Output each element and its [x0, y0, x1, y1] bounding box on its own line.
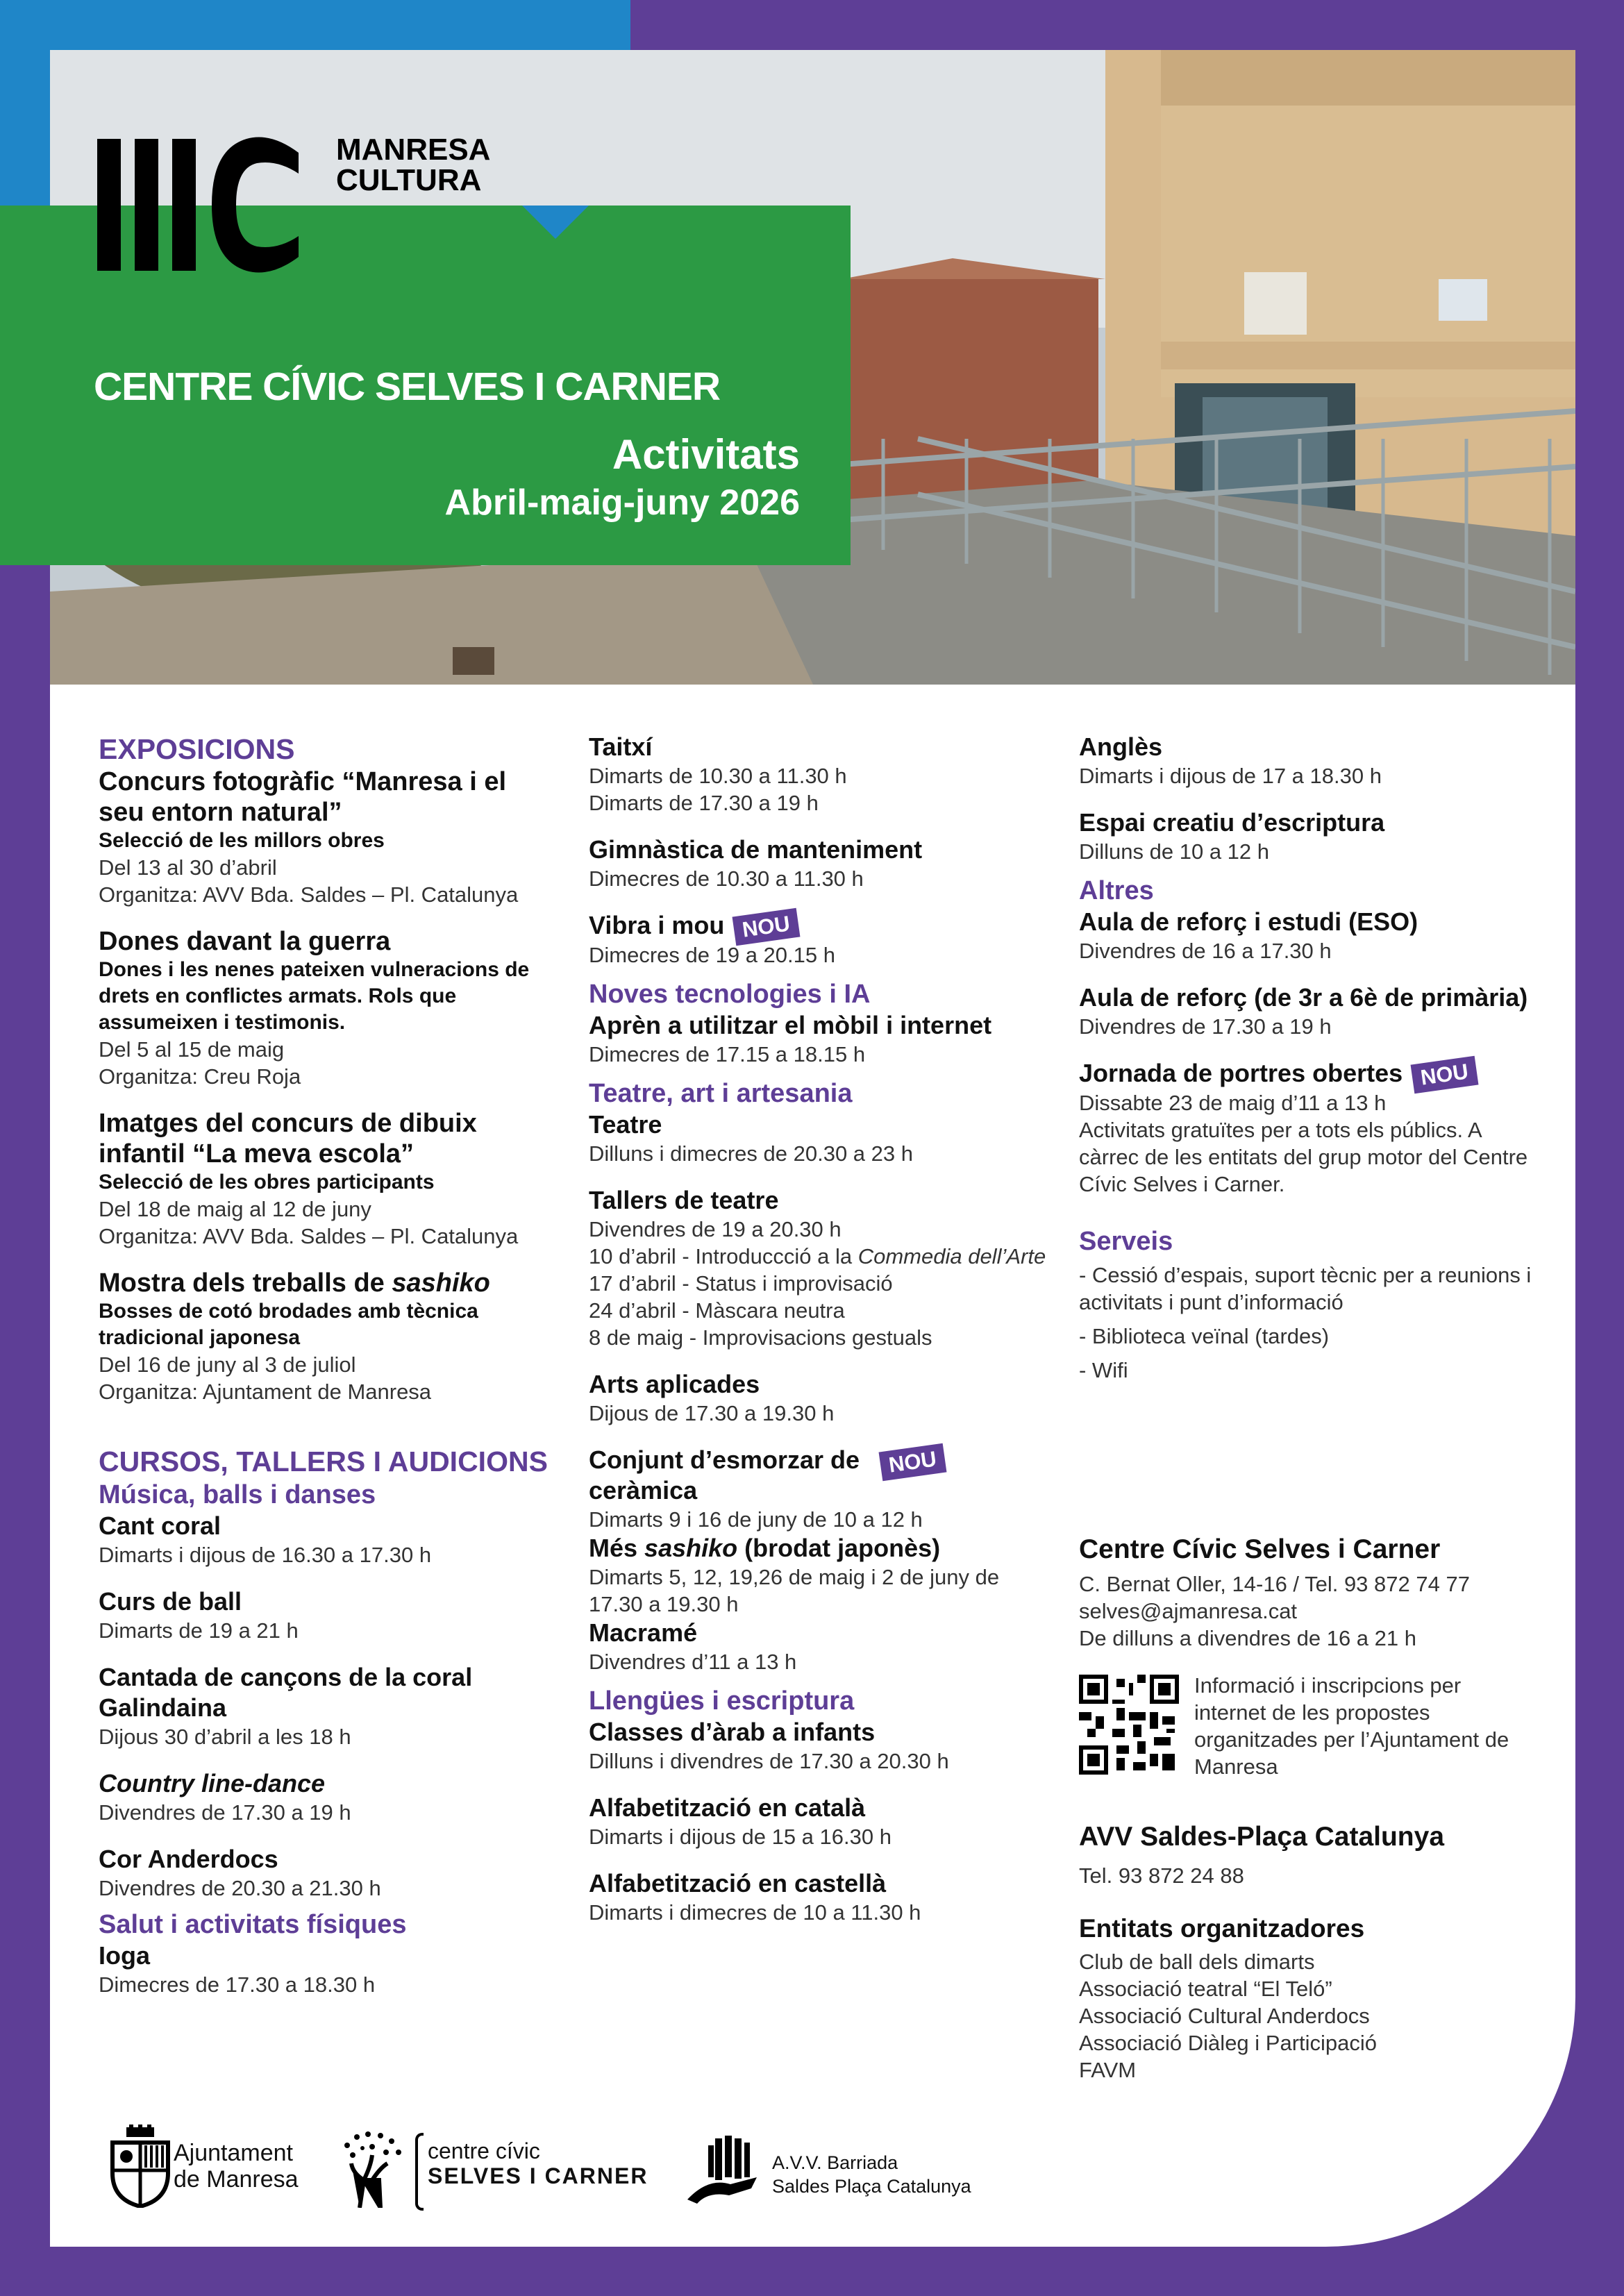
activity-title: Cantada de cançons de la coral Galindaina [99, 1663, 473, 1722]
activity-title: Macramé [589, 1618, 698, 1648]
organizer-item: Associació Diàleg i Participació [1079, 2031, 1378, 2055]
contact-title: Centre Cívic Selves i Carner [1079, 1534, 1441, 1564]
exhibit-title-text: Mostra dels treballs de [99, 1268, 392, 1298]
activity-title [1079, 1058, 1537, 1089]
contact-address: C. Bernat Oller, 14-16 / Tel. 93 872 74 77 [1079, 1572, 1470, 1596]
exhibit-subtitle: Dones i les nenes pateixen vulneracions de drets en conflictes armats. Rols que assumeixen i testimonis. [99, 958, 530, 1034]
workshop-session: 8 de maig - Improvisacions gestuals [589, 1325, 932, 1350]
mc-logo [97, 132, 312, 278]
avv-block [1079, 1820, 1551, 1889]
page-subtitle: Activitats [612, 431, 800, 478]
activity-time: Dijous 30 d’abril a les 18 h [99, 1725, 351, 1749]
organizers-title: Entitats organitzadores [1079, 1914, 1365, 1943]
activity-title-italic: sashiko [644, 1534, 738, 1563]
centre-line2: SELVES I CARNER [428, 2163, 648, 2188]
activity-time: Dimarts de 19 a 21 h [99, 1618, 299, 1643]
activity-title: Country line-dance [99, 1769, 326, 1798]
exhibit-title: Dones davant la guerra [99, 927, 391, 956]
column-2 [589, 732, 1047, 1926]
centre-civic-label [428, 2138, 648, 2188]
organizer-item: Associació Cultural Anderdocs [1079, 2004, 1370, 2028]
avv-line2: Saldes Plaça Catalunya [772, 2176, 971, 2197]
qr-info-text: Informació i inscripcions per internet de les propostes organitzades per l’Ajuntament de Manresa [1194, 1673, 1509, 1779]
avv-phone: Tel. 93 872 24 88 [1079, 1863, 1244, 1888]
page-title: CENTRE CÍVIC SELVES I CARNER [94, 364, 721, 409]
subsection-heading-teatre: Teatre, art i artesania [589, 1079, 853, 1109]
exhibit-organizer: Organitza: AVV Bda. Saldes – Pl. Catalunya [99, 882, 519, 907]
contact-email[interactable]: selves@ajmanresa.cat [1079, 1599, 1298, 1623]
new-badge: NOU [1411, 1056, 1479, 1094]
exhibit-title-italic: sashiko [392, 1268, 490, 1298]
workshop-session [589, 1243, 1047, 1270]
activity-title: Alfabetització en català [589, 1793, 866, 1822]
activity-title: Anglès [1079, 732, 1163, 761]
exhibit-subtitle: Selecció de les obres participants [99, 1171, 435, 1193]
activity-time: Divendres de 19 a 20.30 h [589, 1217, 842, 1242]
activity-time: Dimecres de 19 a 20.15 h [589, 943, 835, 968]
ajuntament-shield-icon [106, 2125, 175, 2208]
subsection-heading-salut: Salut i activitats físiques [99, 1910, 407, 1939]
activity-time: Dissabte 23 de maig d’11 a 13 h [1079, 1091, 1387, 1116]
exhibit-subtitle: Bosses de cotó brodades amb tècnica tradicional japonesa [99, 1300, 478, 1349]
activity-title: Tallers de teatre [589, 1186, 779, 1215]
ajuntament-line2: de Manresa [174, 2166, 299, 2193]
activity-time: Dimecres de 17.15 a 18.15 h [589, 1042, 866, 1067]
subsection-heading-llengues: Llengües i escriptura [589, 1686, 855, 1716]
activity-time: Divendres d’11 a 13 h [589, 1650, 797, 1675]
activity-title: Ioga [99, 1941, 151, 1970]
activity-time: Divendres de 20.30 a 21.30 h [99, 1876, 381, 1900]
activity-title: Gimnàstica de manteniment [589, 835, 923, 864]
activity-time: Dimarts 5, 12, 19,26 de maig i 2 de juny de 17.30 a 19.30 h [589, 1565, 1000, 1617]
service-item: - Wifi [1079, 1358, 1128, 1383]
exhibit-title: Imatges del concurs de dibuix infantil “La meva escola” [99, 1109, 477, 1168]
avv-title: AVV Saldes-Plaça Catalunya [1079, 1822, 1445, 1852]
subsection-heading-serveis: Serveis [1079, 1227, 1173, 1257]
avv-logo-icon [687, 2136, 760, 2205]
activity-time: Divendres de 17.30 a 19 h [1079, 1014, 1332, 1039]
activity-time: Dilluns de 10 a 12 h [1079, 839, 1270, 864]
bracket-icon [415, 2133, 424, 2211]
exhibit-title: Concurs fotogràfic “Manresa i el seu entorn natural” [99, 767, 507, 827]
exhibit-dates: Del 16 de juny al 3 de juliol [99, 1352, 356, 1377]
activity-time: Dimecres de 17.30 a 18.30 h [99, 1972, 376, 1997]
exhibit-dates: Del 5 al 15 de maig [99, 1037, 285, 1062]
organizer-item: Club de ball dels dimarts [1079, 1950, 1315, 1974]
activity-title: Cor Anderdocs [99, 1845, 278, 1873]
activity-time: Dimarts i dijous de 15 a 16.30 h [589, 1825, 891, 1850]
contact-hours: De dilluns a divendres de 16 a 21 h [1079, 1626, 1416, 1650]
exhibit-organizer: Organitza: Ajuntament de Manresa [99, 1380, 432, 1404]
activity-title [589, 910, 1047, 941]
organizer-item: FAVM [1079, 2058, 1137, 2082]
activity-title: Conjunt d’esmorzar de ceràmica [589, 1446, 860, 1505]
activity-time: Dilluns i dimecres de 20.30 a 23 h [589, 1141, 913, 1166]
exhibit-dates: Del 18 de maig al 12 de juny [99, 1197, 371, 1221]
new-badge: NOU [879, 1443, 947, 1482]
activity-title: Aula de reforç i estudi (ESO) [1079, 907, 1418, 936]
activity-time: Divendres de 16 a 17.30 h [1079, 939, 1332, 963]
subsection-heading-altres: Altres [1079, 876, 1154, 905]
activity-title-text: Vibra i mou [589, 911, 725, 939]
activity-time: Dimarts i dimecres de 10 a 11.30 h [589, 1900, 921, 1925]
column-3 [1079, 732, 1537, 1384]
section-heading-cursos: CURSOS, TALLERS I AUDICIONS [99, 1446, 548, 1477]
subsection-heading-noves: Noves tecnologies i IA [589, 980, 871, 1009]
new-badge: NOU [733, 908, 801, 946]
activity-time: Dijous de 17.30 a 19.30 h [589, 1401, 835, 1426]
qr-code-icon[interactable] [1079, 1675, 1179, 1775]
exhibit-title [99, 1268, 557, 1298]
activity-title-text: Jornada de portres obertes [1079, 1059, 1403, 1087]
service-item: - Biblioteca veïnal (tardes) [1079, 1324, 1330, 1349]
contact-block [1079, 1533, 1551, 1652]
column-1 [99, 732, 557, 1998]
activity-title: Cant coral [99, 1511, 221, 1540]
section-heading-exposicions: EXPOSICIONS [99, 733, 295, 765]
workshop-session: 17 d’abril - Status i improvisació [589, 1271, 893, 1296]
activity-title: Aula de reforç (de 3r a 6è de primària) [1079, 983, 1528, 1012]
ajuntament-line1: Ajuntament [174, 2140, 293, 2166]
activity-time: Dimecres de 10.30 a 11.30 h [589, 866, 864, 891]
exhibit-organizer: Organitza: Creu Roja [99, 1064, 301, 1089]
activity-time: Divendres de 17.30 a 19 h [99, 1800, 351, 1825]
activity-title: Taitxí [589, 732, 653, 761]
period-label: Abril-maig-juny 2026 [444, 483, 800, 523]
activity-title-text: Més [589, 1534, 645, 1563]
centre-line1: centre cívic [428, 2138, 540, 2163]
activity-title: Teatre [589, 1110, 662, 1139]
service-item: - Cessió d’espais, suport tècnic per a reunions i activitats i punt d’informació [1079, 1263, 1532, 1315]
activity-title: Alfabetització en castellà [589, 1869, 887, 1898]
activity-time: Dimarts i dijous de 17 a 18.30 h [1079, 764, 1382, 788]
activity-title: Aprèn a utilitzar el mòbil i internet [589, 1011, 992, 1040]
ajuntament-label [174, 2140, 299, 2193]
organizers-block [1079, 1913, 1509, 2084]
exhibit-subtitle: Selecció de les millors obres [99, 829, 385, 852]
avv-footer-label [772, 2151, 971, 2198]
activity-title [589, 1533, 1047, 1564]
workshop-session-text: 10 d’abril - Introduccció a la [589, 1244, 858, 1269]
activity-title-block [589, 1445, 1047, 1506]
activity-title: Curs de ball [99, 1587, 242, 1616]
brand-line2: CULTURA [336, 163, 482, 197]
band-notch [522, 206, 589, 239]
activity-description: Activitats gratuïtes per a tots els públics. A càrrec de les entitats del grup motor del Centre Cívic Selves i Carner. [1079, 1118, 1528, 1197]
activity-title: Classes d’àrab a infants [589, 1718, 876, 1747]
activity-title: Arts aplicades [589, 1370, 760, 1399]
activity-title-text: (brodat japonès) [737, 1534, 941, 1563]
tree-hand-icon [339, 2131, 405, 2208]
avv-line1: A.V.V. Barriada [772, 2152, 898, 2173]
activity-time: Dimarts de 10.30 a 11.30 h [589, 764, 847, 788]
activity-time: Dimarts 9 i 16 de juny de 10 a 12 h [589, 1507, 923, 1532]
activity-time: Dimarts i dijous de 16.30 a 17.30 h [99, 1543, 432, 1567]
brand-line1: MANRESA [336, 133, 491, 167]
activity-title: Espai creatiu d’escriptura [1079, 808, 1385, 837]
exhibit-organizer: Organitza: AVV Bda. Saldes – Pl. Catalunya [99, 1224, 519, 1248]
activity-time: Dilluns i divendres de 17.30 a 20.30 h [589, 1749, 949, 1774]
workshop-session-italic: Commedia dell’Arte [857, 1244, 1046, 1269]
activity-time: Dimarts de 17.30 a 19 h [589, 791, 819, 815]
subsection-heading-musica: Música, balls i danses [99, 1480, 376, 1509]
exhibit-dates: Del 13 al 30 d’abril [99, 855, 277, 880]
workshop-session: 24 d’abril - Màscara neutra [589, 1298, 845, 1323]
organizer-item: Associació teatral “El Teló” [1079, 1977, 1332, 2001]
